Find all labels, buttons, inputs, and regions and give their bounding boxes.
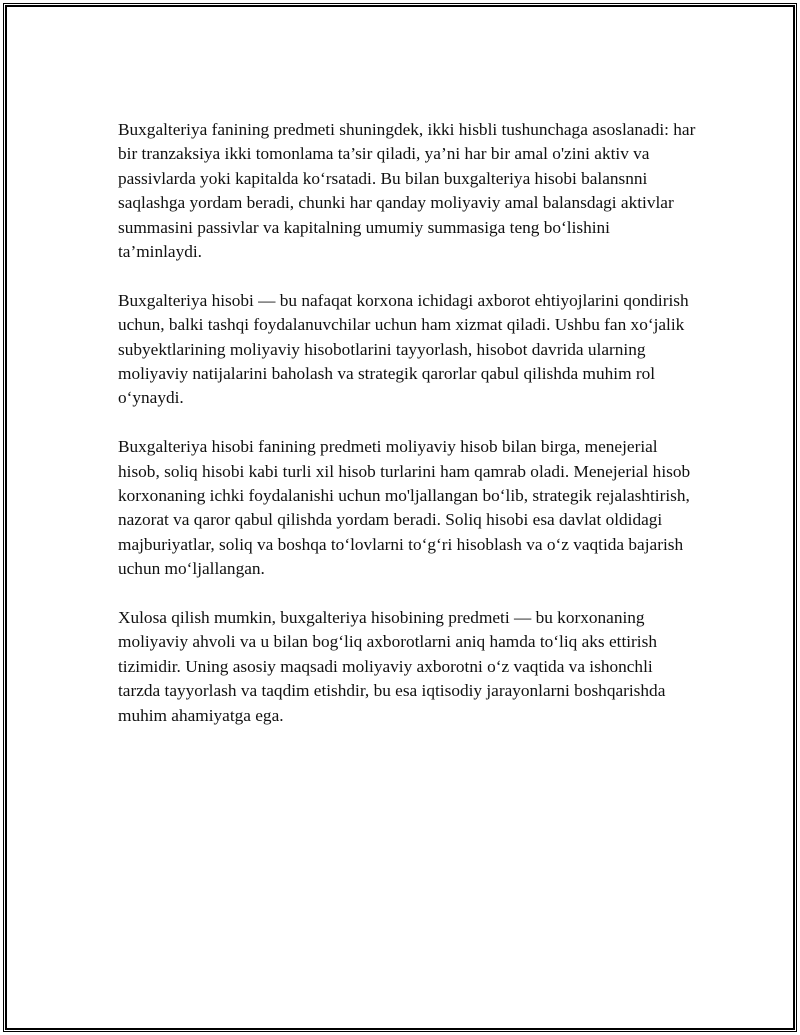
document-body [118, 118, 698, 753]
paragraph-1: Buxgalteriya fanining predmeti shuningdek, ikki hisbli tushunchaga asoslanadi: har bir tranzaksiya ikki tomonlama ta’sir qiladi, ya’ni har bir amal o'zini aktiv va passivlarda yoki kapitalda ko‘rsatadi. Bu bilan buxgalteriya hisobi balansnni saqlashga yordam beradi, chunki har qanday moliyaviy amal balansdagi aktivlar summasini passivlar va kapitalning umumiy summasiga teng bo‘lishini ta’minlaydi. [118, 120, 696, 262]
paragraph-3: Buxgalteriya hisobi fanining predmeti moliyaviy hisob bilan birga, menejerial hisob, soliq hisobi kabi turli xil hisob turlarini ham qamrab oladi. Menejerial hisob korxonaning ichki foydalanishi uchun mo'ljallangan bo‘lib, strategik rejalashtirish, nazorat va qaror qabul qilishda yordam beradi. Soliq hisobi esa davlat oldidagi majburiyatlar, soliq va boshqa to‘lovlarni to‘g‘ri hisoblash va o‘z vaqtida bajarish uchun mo‘ljallangan. [118, 437, 691, 579]
paragraph-2: Buxgalteriya hisobi — bu nafaqat korxona ichidagi axborot ehtiyojlarini qondirish uchun, balki tashqi foydalanuvchilar uchun ham xizmat qiladi. Ushbu fan xo‘jalik subyektlarining moliyaviy hisobotlarini tayyorlash, hisobot davrida ularning moliyaviy natijalarini baholash va strategik qarorlar qabul qilishda muhim rol o‘ynaydi. [118, 290, 689, 408]
paragraph-4: Xulosa qilish mumkin, buxgalteriya hisobining predmeti — bu korxonaning moliyaviy ahvoli va u bilan bog‘liq axborotlarni aniq hamda to‘liq aks ettirish tizimidir. Uning asosiy maqsadi moliyaviy axborotni o‘z vaqtida va ishonchli tarzda tayyorlash va taqdim etishdir, bu esa iqtisodiy jarayonlarni boshqarishda muhim ahamiyatga ega. [118, 608, 666, 725]
